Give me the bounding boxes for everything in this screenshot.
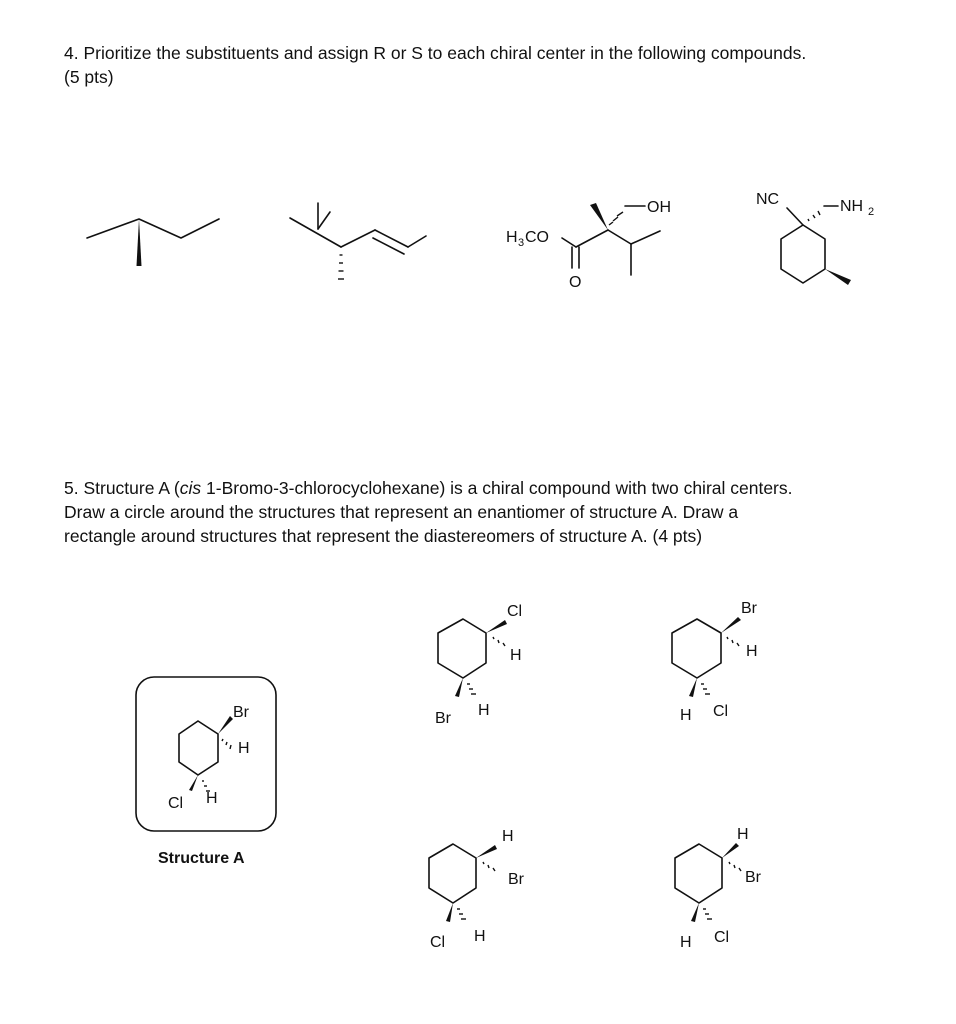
structure-d-cl: Cl xyxy=(430,934,446,951)
structure-e-h2: H xyxy=(680,934,692,951)
structure-c-h1: H xyxy=(746,643,758,660)
structure-d-h1: H xyxy=(502,828,514,845)
structure-e xyxy=(675,826,762,951)
structure-a-h1: H xyxy=(238,740,250,757)
structure-b-br: Br xyxy=(435,710,451,727)
structure-a-caption: Structure A xyxy=(158,850,245,867)
compound-2-skeleton xyxy=(290,203,426,279)
compound-4-skeleton xyxy=(756,191,874,285)
ester-sub-3: 3 xyxy=(518,237,525,249)
structure-b xyxy=(435,603,522,727)
structure-b-cl: Cl xyxy=(507,603,523,620)
structure-b-h2: H xyxy=(478,702,490,719)
structure-a-box xyxy=(136,677,276,831)
question-5-line1-post: 1-Bromo-3-chlorocyclohexane) is a chiral compound with two chiral centers. xyxy=(201,478,793,498)
ester-hydroxyl: OH xyxy=(647,199,671,216)
question-4-line2: (5 pts) xyxy=(64,67,114,87)
nitrile-label: NC xyxy=(756,191,780,208)
question-5-cis: cis xyxy=(179,478,202,498)
amine-sub-2: 2 xyxy=(868,206,875,218)
structure-d xyxy=(429,828,525,951)
ester-co: CO xyxy=(525,229,549,246)
structure-b-h1: H xyxy=(510,647,522,664)
question-5-line1-pre: 5. Structure A ( xyxy=(64,478,180,498)
compound-1-skeleton xyxy=(87,219,219,266)
structure-e-h1: H xyxy=(737,826,749,843)
structure-d-h2: H xyxy=(474,928,486,945)
structure-e-br: Br xyxy=(745,869,761,886)
structure-c-cl: Cl xyxy=(713,703,729,720)
amine-nh: NH xyxy=(840,198,864,215)
ester-carbonyl-oxygen: O xyxy=(569,274,582,291)
question-5-line2: Draw a circle around the structures that represent an enantiomer of structure A. Draw a xyxy=(64,502,739,522)
structure-a-br: Br xyxy=(233,704,249,721)
structure-e-cl: Cl xyxy=(714,929,730,946)
structure-c-h2: H xyxy=(680,707,692,724)
question-5-line3: rectangle around structures that represent the diastereomers of structure A. (4 pts) xyxy=(64,526,703,546)
ester-h: H xyxy=(506,229,518,246)
structure-c xyxy=(672,600,758,724)
compound-3-skeleton xyxy=(506,199,671,291)
structure-d-br: Br xyxy=(508,871,524,888)
question-4-line1: 4. Prioritize the substituents and assign R or S to each chiral center in the following compounds. xyxy=(64,43,807,63)
structure-a xyxy=(158,704,250,867)
structure-c-br: Br xyxy=(741,600,757,617)
structure-a-h2: H xyxy=(206,790,218,807)
structure-a-cl: Cl xyxy=(168,795,184,812)
